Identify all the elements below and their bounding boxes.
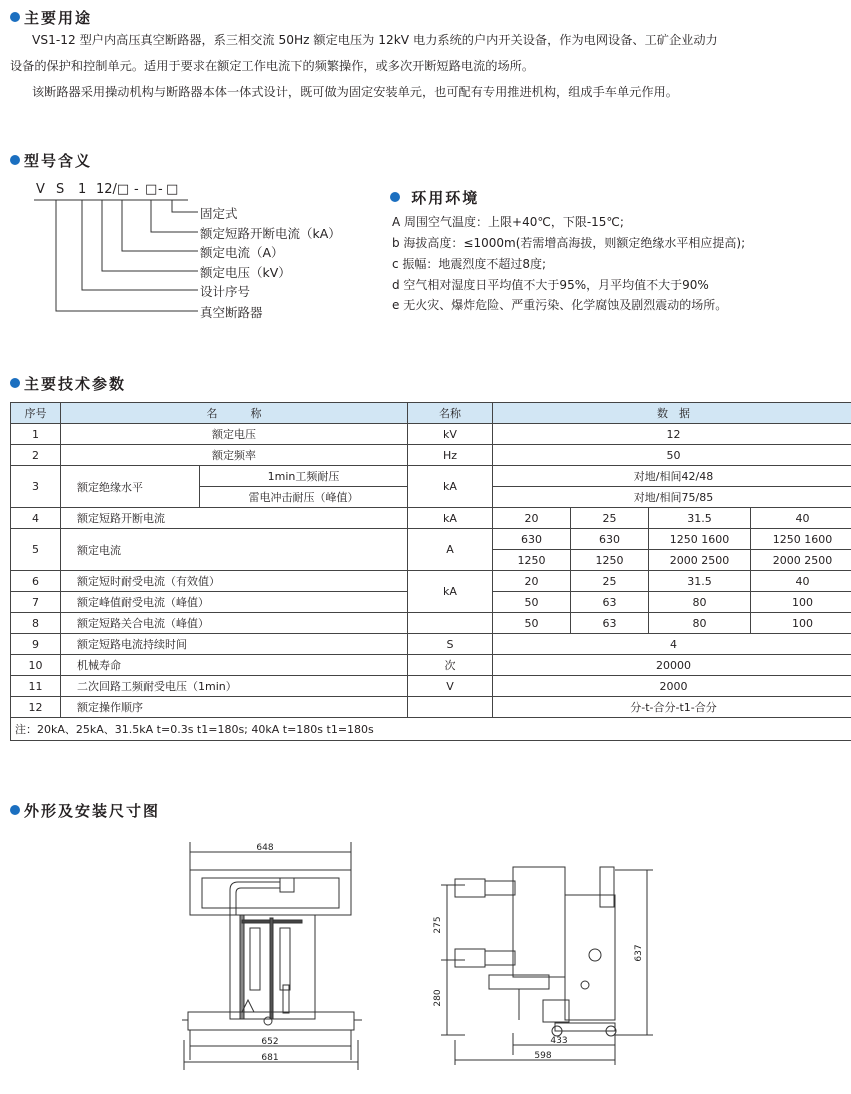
table-row — [11, 634, 851, 655]
row-value: 63 — [571, 592, 649, 613]
row-value: 50 — [493, 613, 571, 634]
purpose-paragraph-2: 该断路器采用操动机构与断路器本体一体式设计，既可做为固定安装单元，也可配有专用推进机构，组成手车单元作用。 — [32, 85, 678, 99]
bullet-icon — [10, 12, 20, 22]
table-row — [11, 508, 851, 529]
header-unit: 名称 — [408, 403, 493, 424]
row-name: 额定短时耐受电流（有效值） — [61, 571, 408, 592]
row-name: 二次回路工频耐受电压（1min） — [61, 676, 408, 697]
model-diagram — [32, 182, 341, 322]
bullet-icon — [10, 155, 20, 165]
row-unit — [408, 697, 493, 718]
row-no: 9 — [11, 634, 61, 655]
section-title-purpose: 主要用途 — [10, 7, 92, 28]
row-value: 31.5 — [649, 571, 751, 592]
row-value: 630 — [493, 529, 571, 550]
row-value: 4 — [493, 634, 851, 655]
table-note: 注：20kA、25kA、31.5kA t=0.3s t1=180s; 40kA t=180s t1=180s — [11, 718, 851, 741]
row-no: 7 — [11, 592, 61, 613]
side-view-drawing — [425, 855, 665, 1070]
spec-table — [10, 402, 851, 741]
bullet-icon — [10, 378, 20, 388]
row-unit: 次 — [408, 655, 493, 676]
table-row — [11, 424, 851, 445]
model-label-design-no: 设计序号 — [200, 284, 251, 299]
row-no: 11 — [11, 676, 61, 697]
row-name: 额定绝缘水平 — [61, 466, 200, 508]
model-leader-lines — [32, 182, 332, 322]
table-note-row — [11, 718, 851, 741]
model-label-breaking-current: 额定短路开断电流（kA） — [200, 226, 341, 241]
row-value: 20 — [493, 571, 571, 592]
row-value: 100 — [751, 613, 851, 634]
env-item-altitude: b 海拔高度：≤1000m(若需增高海拔，则额定绝缘水平相应提高); — [392, 236, 746, 250]
row-value: 25 — [571, 571, 649, 592]
model-label-rated-voltage: 额定电压（kV） — [200, 265, 291, 280]
row-value: 2000 — [493, 676, 851, 697]
row-value: 对地/相间42/48 — [493, 466, 851, 487]
row-value: 2000 2500 — [649, 550, 751, 571]
row-value: 对地/相间75/85 — [493, 487, 851, 508]
table-row — [11, 697, 851, 718]
row-no: 8 — [11, 613, 61, 634]
row-value: 分-t-合分-t1-合分 — [493, 697, 851, 718]
row-unit: kV — [408, 424, 493, 445]
model-code-dash-2: - — [158, 182, 163, 197]
front-view-drawing — [180, 840, 365, 1070]
row-name: 额定电流 — [61, 529, 408, 571]
row-no: 6 — [11, 571, 61, 592]
table-row — [11, 445, 851, 466]
row-value: 20000 — [493, 655, 851, 676]
section-title-model: 型号含义 — [10, 150, 92, 171]
model-code-s: S — [56, 182, 65, 197]
row-no: 4 — [11, 508, 61, 529]
row-no: 10 — [11, 655, 61, 676]
side-dim-height: 637 — [634, 944, 644, 962]
model-code-dash-1: - — [134, 182, 139, 197]
side-dim-total: 598 — [534, 1051, 552, 1061]
row-value: 50 — [493, 445, 851, 466]
row-no: 5 — [11, 529, 61, 571]
row-value: 40 — [751, 571, 851, 592]
side-dim-upper: 275 — [433, 916, 443, 934]
section-title-environment: 环用环境 — [390, 187, 479, 208]
row-value: 1250 — [493, 550, 571, 571]
model-label-rated-current: 额定电流（A） — [200, 245, 284, 260]
row-value: 1250 — [571, 550, 649, 571]
row-unit: kA — [408, 571, 493, 613]
row-subname: 1min工频耐压 — [200, 466, 408, 487]
row-value: 1250 1600 — [649, 529, 751, 550]
row-value: 2000 2500 — [751, 550, 851, 571]
row-name: 额定短路关合电流（峰值） — [61, 613, 408, 634]
env-item-humidity: d 空气相对湿度日平均值不大于95%，月平均值不大于90% — [392, 278, 709, 292]
row-value: 63 — [571, 613, 649, 634]
row-no: 12 — [11, 697, 61, 718]
row-value: 12 — [493, 424, 851, 445]
table-row — [11, 613, 851, 634]
table-header-row — [11, 403, 851, 424]
row-value: 630 — [571, 529, 649, 550]
section-title-dimensions: 外形及安装尺寸图 — [10, 800, 160, 821]
header-data: 数 据 — [493, 403, 851, 424]
table-row — [11, 676, 851, 697]
env-item-site: e 无火灾、爆炸危险、严重污染、化学腐蚀及剧烈震动的场所。 — [392, 298, 728, 312]
model-code-box-2: □ — [166, 182, 179, 197]
front-dim-bottom: 681 — [261, 1053, 279, 1063]
row-value: 25 — [571, 508, 649, 529]
row-unit: Hz — [408, 445, 493, 466]
row-unit: V — [408, 676, 493, 697]
env-item-vibration: c 振幅：地震烈度不超过8度; — [392, 257, 547, 271]
row-name: 额定峰值耐受电流（峰值） — [61, 592, 408, 613]
row-unit: kA — [408, 466, 493, 508]
model-code-1: 1 — [78, 182, 87, 197]
row-unit — [408, 613, 493, 634]
row-value: 40 — [751, 508, 851, 529]
side-dim-base: 433 — [550, 1036, 568, 1046]
model-label-fixed: 固定式 — [200, 206, 238, 221]
model-code-12: 12/□ — [96, 182, 130, 197]
row-no: 1 — [11, 424, 61, 445]
bullet-icon — [390, 192, 400, 202]
row-name: 机械寿命 — [61, 655, 408, 676]
front-dim-mid: 652 — [261, 1037, 279, 1047]
row-value: 1250 1600 — [751, 529, 851, 550]
table-row — [11, 466, 851, 487]
model-label-vacuum-breaker: 真空断路器 — [200, 305, 263, 320]
bullet-icon — [10, 805, 20, 815]
purpose-paragraph-1-line-1: VS1-12 型户内高压真空断路器，系三相交流 50Hz 额定电压为 12kV 电力系统的户内开关设备，作为电网设备、工矿企业动力 — [32, 33, 718, 47]
header-name: 名 称 — [61, 403, 408, 424]
row-value: 50 — [493, 592, 571, 613]
side-dim-lower: 280 — [433, 989, 443, 1007]
row-no: 2 — [11, 445, 61, 466]
front-dim-top: 648 — [256, 843, 274, 853]
env-item-temperature: A 周围空气温度：上限+40℃，下限-15℃; — [392, 215, 624, 229]
model-code-box-1: □ — [145, 182, 158, 197]
row-name: 额定短路开断电流 — [61, 508, 408, 529]
row-name: 额定操作顺序 — [61, 697, 408, 718]
row-name: 额定短路电流持续时间 — [61, 634, 408, 655]
row-name: 额定频率 — [61, 445, 408, 466]
table-row — [11, 529, 851, 550]
section-title-params: 主要技术参数 — [10, 373, 126, 394]
row-unit: A — [408, 529, 493, 571]
row-subname: 雷电冲击耐压（峰值） — [200, 487, 408, 508]
row-value: 31.5 — [649, 508, 751, 529]
model-code-v: V — [36, 182, 45, 197]
row-unit: S — [408, 634, 493, 655]
table-row — [11, 571, 851, 592]
row-value: 80 — [649, 592, 751, 613]
table-row — [11, 655, 851, 676]
row-value: 100 — [751, 592, 851, 613]
header-no: 序号 — [11, 403, 61, 424]
row-name: 额定电压 — [61, 424, 408, 445]
row-unit: kA — [408, 508, 493, 529]
row-no: 3 — [11, 466, 61, 508]
row-value: 20 — [493, 508, 571, 529]
row-value: 80 — [649, 613, 751, 634]
purpose-paragraph-1-line-2: 设备的保护和控制单元。适用于要求在额定工作电流下的频繁操作，或多次开断短路电流的场所。 — [10, 59, 535, 73]
